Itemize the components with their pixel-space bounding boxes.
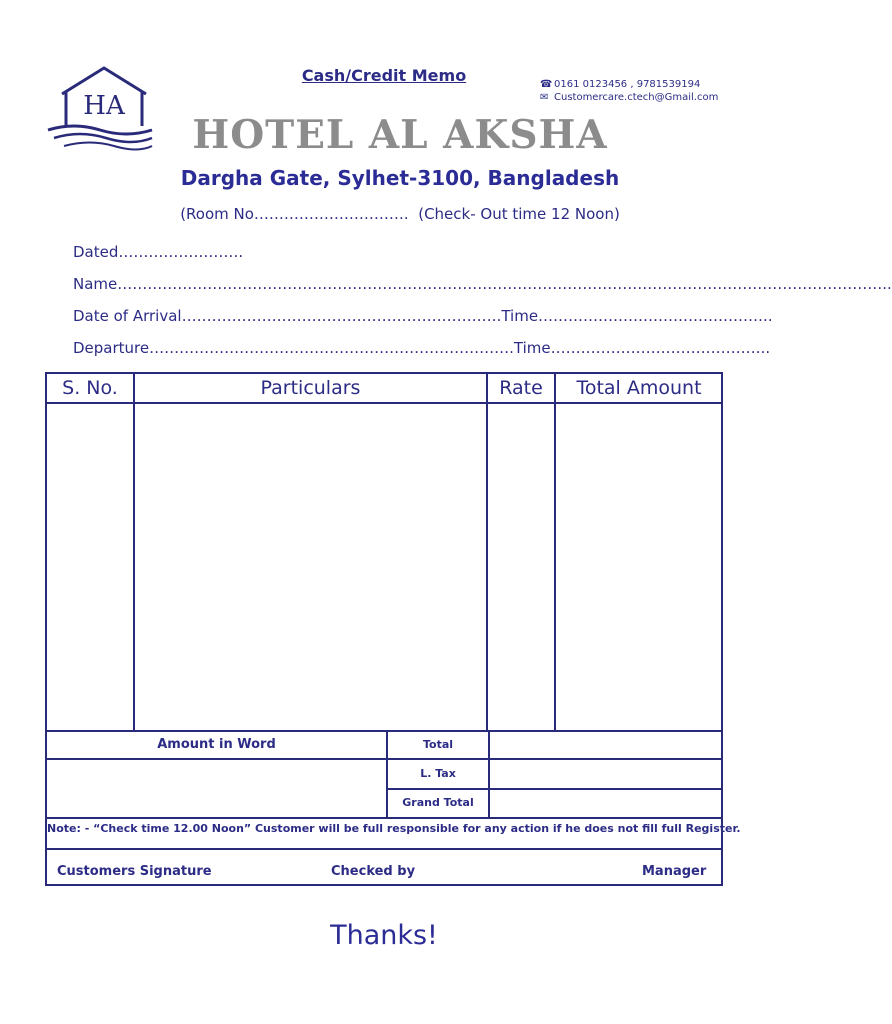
phone-number: 0161 0123456 , 9781539194 bbox=[554, 79, 701, 90]
sno-cell[interactable] bbox=[47, 404, 133, 730]
col-header-sno: S. No. bbox=[62, 377, 118, 399]
logo-text: HA bbox=[83, 91, 125, 121]
checked-by-label: Checked by bbox=[331, 864, 416, 879]
room-checkout-line: (Room No…………………………. (Check- Out time 12 Noon) bbox=[180, 205, 620, 223]
total-amount-cell[interactable] bbox=[556, 404, 722, 730]
thanks-text: Thanks! bbox=[330, 920, 438, 951]
particulars-cell[interactable] bbox=[135, 404, 486, 730]
grand-total-label: Grand Total bbox=[402, 796, 474, 809]
customer-signature-label: Customers Signature bbox=[57, 864, 212, 879]
total-label: Total bbox=[422, 738, 454, 751]
signature-divider bbox=[45, 848, 723, 850]
hotel-address: Dargha Gate, Sylhet-3100, Bangladesh bbox=[180, 166, 620, 190]
l-tax-value-field[interactable] bbox=[490, 760, 722, 788]
mail-icon: ✉ bbox=[540, 92, 549, 103]
note-text: Note: - “Check time 12.00 Noon” Customer will be full responsible for any action if he does not fill full Register. bbox=[47, 822, 741, 835]
amount-in-word-field[interactable] bbox=[47, 760, 386, 817]
col-header-particulars: Particulars bbox=[260, 377, 361, 399]
contact-info bbox=[540, 78, 718, 104]
memo-title: Cash/Credit Memo bbox=[301, 66, 467, 85]
grand-total-value-field[interactable] bbox=[490, 790, 722, 817]
col-header-total-amount: Total Amount bbox=[576, 377, 702, 399]
name-field[interactable]: Name……………………………………………………………………………………………………………………………………….. bbox=[73, 275, 892, 293]
hotel-name: HOTEL AL AKSHA bbox=[192, 112, 608, 158]
note-divider bbox=[45, 817, 723, 819]
phone-icon: ☎ bbox=[540, 79, 553, 90]
manager-label: Manager bbox=[642, 864, 707, 879]
dated-field[interactable]: Dated……………………. bbox=[73, 243, 244, 261]
arrival-field[interactable]: Date of Arrival……………………………………………………….Time……………………………………….. bbox=[73, 307, 773, 325]
amount-in-word-label: Amount in Word bbox=[157, 737, 276, 752]
departure-field[interactable]: Departure……………………………………………………………….Time…………………………………….. bbox=[73, 339, 771, 357]
col-header-rate: Rate bbox=[499, 377, 543, 399]
email-address: Customercare.ctech@Gmail.com bbox=[554, 92, 719, 103]
l-tax-label: L. Tax bbox=[420, 767, 456, 780]
rate-cell[interactable] bbox=[488, 404, 554, 730]
total-value-field[interactable] bbox=[490, 732, 722, 758]
